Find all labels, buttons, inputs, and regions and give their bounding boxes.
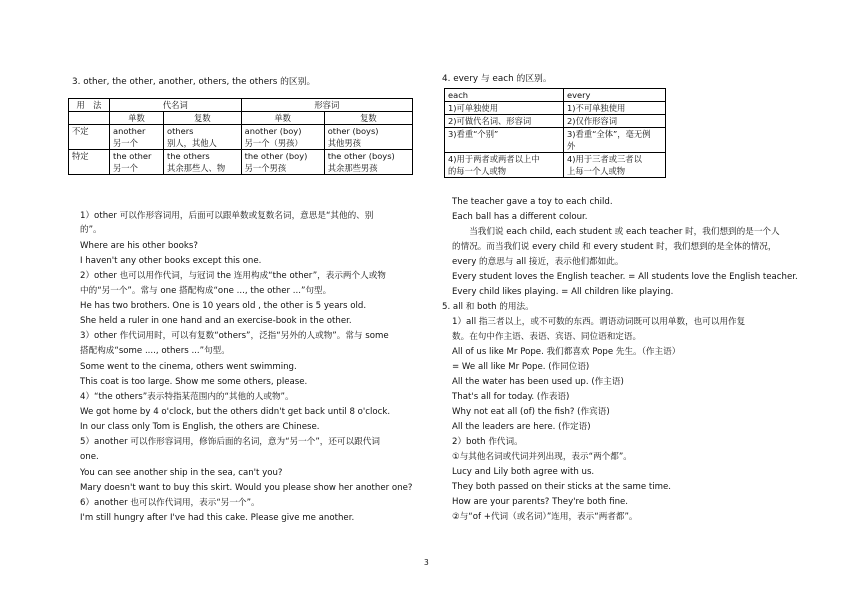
table-cell: 1)不可单独使用: [564, 102, 666, 115]
text-line: How are your parents? They're both fine.: [452, 497, 629, 507]
table-cell: the other 另一个: [110, 150, 164, 175]
text-line: ②与“of +代词（或名词）”连用，表示“两者都”。: [452, 512, 638, 522]
table-header-singular: 单数: [241, 112, 324, 125]
text-line: All the water has been used up. (作主语): [452, 377, 624, 387]
text-line: Mary doesn't want to buy this skirt. Would you please show her another one?: [80, 483, 413, 493]
text-line: Why not eat all (of) the fish? (作宾语): [452, 407, 610, 417]
table-cell: 2)仅作形容词: [564, 115, 666, 128]
text-line: They both passed on their sticks at the same time.: [452, 482, 672, 492]
table-row: [445, 102, 666, 115]
text-line: 1）all 指三者以上，或不可数的东西。谓语动词既可以用单数，也可以用作复: [452, 317, 746, 327]
text-line: You can see another ship in the sea, can't you?: [80, 468, 283, 478]
text-line: 的”。: [80, 225, 102, 235]
text-line: All the leaders are here. (作定语): [452, 422, 591, 432]
table-cell: the other (boys) 其余那些男孩: [324, 150, 412, 175]
table-header-blank: [69, 112, 110, 125]
table-header-each: each: [445, 89, 564, 102]
table-cell: the other (boy) 另一个男孩: [241, 150, 324, 175]
text-line: 中的“另一个”。常与 one 搭配构成“one ..., the other ...”句型。: [80, 286, 332, 296]
text-line: Every child likes playing. = All children like playing.: [452, 287, 674, 297]
text-line: 数。在句中作主语、表语、宾语、同位语和定语。: [452, 332, 642, 342]
page-number: 3: [424, 558, 429, 567]
text-line: 2）other 也可以用作代词，与冠词 the 连用构成“the other”，表示两个人或物: [80, 271, 386, 281]
text-line: That's all for today. (作表语): [452, 392, 570, 402]
other-usage-table: [68, 98, 413, 175]
text-line: He has two brothers. One is 10 years old , the other is 5 years old.: [80, 301, 367, 311]
section-4-heading: 4. every 与 each 的区别。: [442, 74, 552, 84]
text-line: 6）another 也可以作代词用，表示“另一个”。: [80, 498, 260, 508]
text-line: 1）other 可以作形容词用，后面可以跟单数或复数名词，意思是“其他的、别: [80, 211, 374, 221]
text-line: This coat is too large. Show me some others, please.: [80, 377, 308, 387]
text-line: 搭配构成“some ...., others ...”句型。: [80, 346, 230, 356]
table-cell: 1)可单独使用: [445, 102, 564, 115]
text-line: 4）“the others”表示特指某范围内的“其他的人或物”。: [80, 392, 294, 402]
text-line: 5）another 可以作形容词用，修饰后面的名词，意为“另一个”，还可以跟代词: [80, 437, 380, 447]
each-every-table: [444, 88, 666, 178]
table-cell: 3)看重“个别”: [445, 128, 564, 153]
text-line: ①与其他名词或代词并列出现，表示“两个都”。: [452, 452, 632, 462]
text-line: Lucy and Lily both agree with us.: [452, 467, 595, 477]
text-line: I'm still hungry after I've had this cake. Please give me another.: [80, 513, 355, 523]
text-line: every 的意思与 all 接近，表示他们都如此。: [452, 257, 624, 267]
table-row: [445, 115, 666, 128]
table-row: [69, 150, 413, 175]
table-header-usage: 用 法: [69, 99, 110, 112]
table-header-adjective: 形容词: [241, 99, 412, 112]
text-line: = We all like Mr Pope. (作同位语): [452, 362, 590, 372]
table-cell: 3)看重“全体”，毫无例 外: [564, 128, 666, 153]
text-line: Where are his other books?: [80, 241, 198, 251]
text-line: I haven't any other books except this one.: [80, 256, 262, 266]
row-label: 不定: [69, 125, 110, 150]
row-label: 特定: [69, 150, 110, 175]
text-line: 3）other 作代词用时，可以有复数“others”，泛指“另外的人或物”。常与 some: [80, 331, 389, 341]
table-cell: 2)可做代名词、形容词: [445, 115, 564, 128]
table-cell: the others 其余那些人、物: [164, 150, 242, 175]
section-5-heading: 5. all 和 both 的用法。: [442, 302, 534, 312]
text-line: We got home by 4 o'clock, but the others didn't get back until 8 o'clock.: [80, 407, 391, 417]
table-cell: 4)用于三者或三者以 上每一个人或物: [564, 153, 666, 178]
table-cell: 4)用于两者或两者以上中 的每一个人或物: [445, 153, 564, 178]
table-cell: others 别人，其他人: [164, 125, 242, 150]
table-header-plural: 复数: [324, 112, 412, 125]
text-line: Each ball has a different colour.: [452, 212, 588, 222]
table-header-singular: 单数: [110, 112, 164, 125]
text-line: 当我们说 each child, each student 或 each teacher 时，我们想到的是一个人: [452, 227, 780, 237]
section-3-heading: 3. other, the other, another, others, the others 的区别。: [72, 77, 316, 87]
table-cell: another (boy) 另一个（男孩）: [241, 125, 324, 150]
table-cell: another 另一个: [110, 125, 164, 150]
text-line: Every student loves the English teacher. = All students love the English teacher.: [452, 272, 798, 282]
text-line: 2）both 作代词。: [452, 437, 523, 447]
table-row: [445, 128, 666, 153]
text-line: She held a ruler in one hand and an exercise-book in the other.: [80, 316, 352, 326]
text-line: Some went to the cinema, others went swimming.: [80, 362, 297, 372]
text-line: The teacher gave a toy to each child.: [452, 197, 613, 207]
text-line: one.: [80, 452, 99, 462]
text-line: All of us like Mr Pope. 我们都喜欢 Pope 先生。（作主语）: [452, 347, 681, 357]
table-header-plural: 复数: [164, 112, 242, 125]
table-cell: other (boys) 其他男孩: [324, 125, 412, 150]
table-header-every: every: [564, 89, 666, 102]
text-line: 的情况。而当我们说 every child 和 every student 时，我们想到的是全体的情况，: [452, 242, 777, 252]
table-row: [69, 125, 413, 150]
table-row: [445, 153, 666, 178]
table-header-pronoun: 代名词: [110, 99, 242, 112]
text-line: In our class only Tom is English, the others are Chinese.: [80, 422, 320, 432]
